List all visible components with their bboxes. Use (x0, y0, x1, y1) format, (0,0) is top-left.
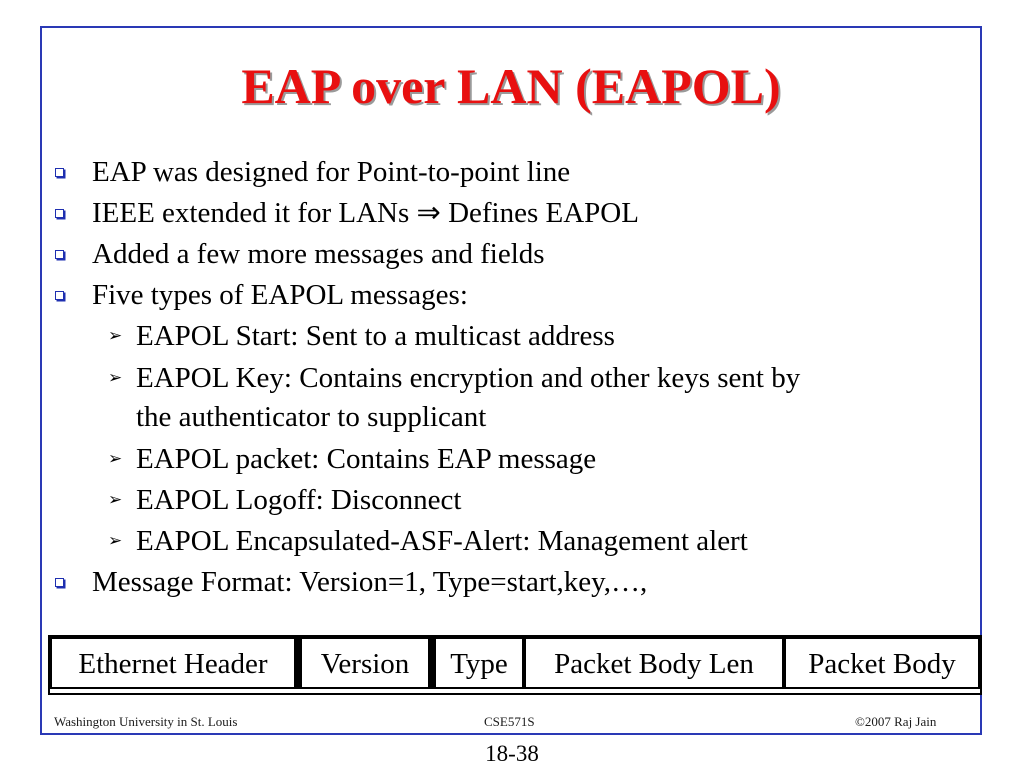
page-number: 18-38 (485, 741, 539, 766)
field-packet-body-len: Packet Body Len (524, 637, 784, 689)
arrow-bullet-icon: ➢ (108, 490, 123, 510)
arrow-bullet-icon: ➢ (108, 326, 123, 346)
bullet-text: Message Format: Version=1, Type=start,key,…, (92, 566, 648, 598)
bullet-item (92, 237, 545, 271)
footer-course: CSE571S (484, 714, 535, 729)
bullet-text: EAP was designed for Point-to-point line (92, 156, 571, 188)
bullet-item (92, 565, 647, 599)
field-packet-body: Packet Body (784, 637, 980, 689)
bullet-item (92, 155, 570, 189)
bullet-text: EAPOL packet: Contains EAP message (136, 443, 597, 475)
sub-bullet-item (108, 319, 615, 353)
slide-title: EAP over LAN (EAPOL) (241, 58, 781, 114)
footer-institution: Washington University in St. Louis (54, 714, 238, 729)
square-bullet-icon (55, 168, 64, 177)
bullet-text: IEEE extended it for LANs ⇒ Defines EAPOL (92, 197, 639, 229)
arrow-bullet-icon: ➢ (108, 531, 123, 551)
bullet-item (92, 278, 468, 312)
bullet-text: EAPOL Encapsulated-ASF-Alert: Management alert (136, 525, 748, 557)
arrow-bullet-icon: ➢ (108, 449, 123, 469)
bullet-text: Five types of EAPOL messages: (92, 279, 468, 311)
arrow-bullet-icon: ➢ (108, 368, 123, 388)
sub-bullet-item (108, 442, 597, 476)
bullet-text: EAPOL Start: Sent to a multicast address (136, 320, 615, 352)
field-type: Type (434, 637, 524, 689)
sub-bullet-item (108, 483, 462, 517)
field-version: Version (300, 637, 430, 689)
bullet-text: Added a few more messages and fields (92, 238, 545, 270)
message-format-table (48, 635, 982, 695)
square-bullet-icon (55, 250, 64, 259)
bullet-text: EAPOL Logoff: Disconnect (136, 484, 462, 516)
square-bullet-icon (55, 578, 64, 587)
field-ethernet-header: Ethernet Header (50, 637, 296, 689)
bullet-text: EAPOL Key: Contains encryption and other keys sent by (136, 362, 801, 394)
bullet-item (92, 196, 639, 230)
bullet-continuation: the authenticator to supplicant (136, 401, 487, 433)
square-bullet-icon (55, 209, 64, 218)
footer-copyright: ©2007 Raj Jain (855, 714, 937, 729)
square-bullet-icon (55, 291, 64, 300)
sub-bullet-item (108, 361, 801, 395)
sub-bullet-item (108, 524, 748, 558)
